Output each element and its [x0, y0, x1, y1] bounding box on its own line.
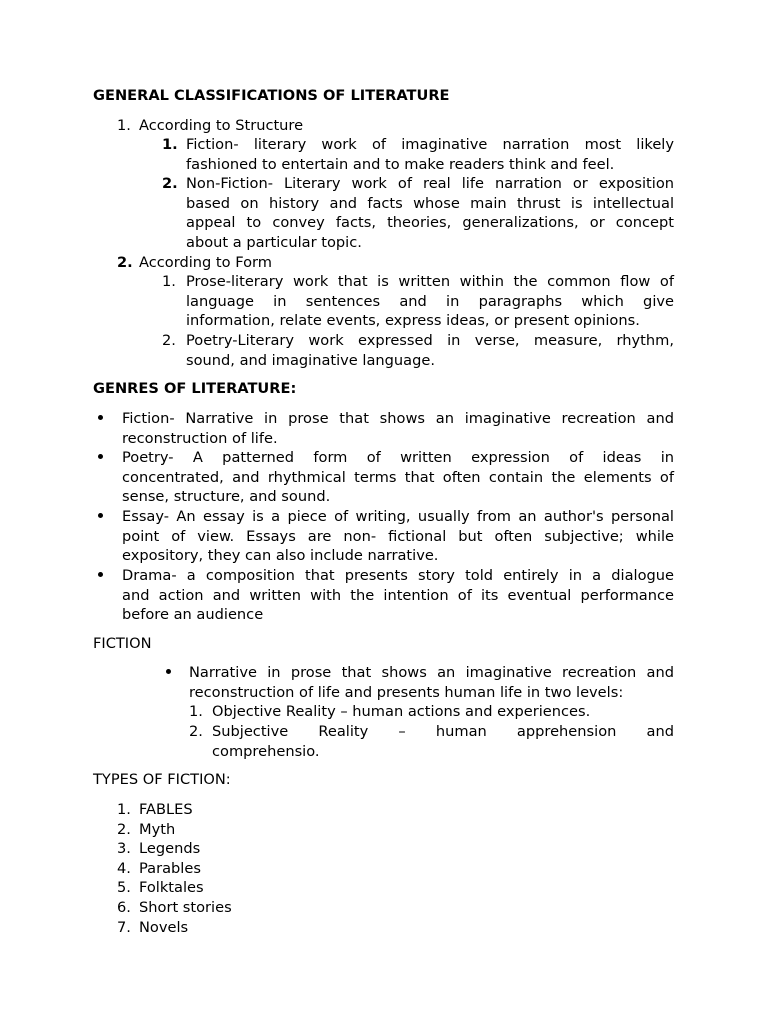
- text-line: comprehensio.: [212, 742, 320, 760]
- type-label: Myth: [139, 821, 176, 838]
- text-line: information, relate events, express ideas, or present opinions.: [186, 312, 640, 330]
- type-label: FABLES: [139, 801, 193, 818]
- text-line: appeal to convey facts, theories, generalizations, or concept: [186, 214, 674, 232]
- types-heading: TYPES OF FICTION:: [93, 771, 231, 788]
- text-line: Prose-literary work that is written within the common flow of: [186, 273, 674, 290]
- genres-heading: GENRES OF LITERATURE:: [93, 380, 297, 397]
- text-line: fashioned to entertain and to make readers think and feel.: [186, 155, 615, 173]
- text-line: Drama- a composition that presents story told entirely in a dialogue: [122, 567, 674, 584]
- text-line: Poetry-Literary work expressed in verse, measure, rhythm,: [186, 332, 674, 349]
- fiction-bullet-text: [189, 663, 674, 702]
- genre-item: [122, 566, 674, 625]
- classification-label: According to Form: [139, 254, 272, 271]
- classification-number: 1.: [117, 117, 131, 134]
- bullet-icon: [98, 415, 103, 420]
- text-line: language in sentences and in paragraphs which give: [186, 292, 674, 310]
- text-line: about a particular topic.: [186, 233, 362, 251]
- text-line: sense, structure, and sound.: [122, 488, 331, 506]
- genre-item: [122, 409, 674, 448]
- sub-item-number: 2.: [162, 332, 176, 349]
- text-line: Fiction- literary work of imaginative narration most likely: [186, 136, 674, 153]
- fiction-heading: FICTION: [93, 635, 152, 652]
- genre-item: [122, 507, 674, 566]
- text-line: point of view. Essays are non- fictional but often subjective; while: [122, 527, 674, 545]
- sub-item-text: [186, 174, 674, 252]
- type-label: Novels: [139, 919, 189, 936]
- text-line: and action and written with the intention of its eventual performance: [122, 586, 674, 604]
- text-line: before an audience: [122, 606, 264, 624]
- level-number: 1.: [189, 703, 203, 720]
- bullet-icon: [98, 513, 103, 518]
- sub-item-text: [186, 331, 674, 370]
- text-line: expository, they can also include narrative.: [122, 547, 439, 565]
- type-label: Legends: [139, 840, 201, 857]
- level-text: [212, 702, 674, 722]
- level-number: 2.: [189, 723, 203, 740]
- sub-item-text: [186, 135, 674, 174]
- type-label: Parables: [139, 860, 201, 877]
- text-line: concentrated, and rhythmical terms that often contain the elements of: [122, 468, 674, 486]
- classification-number: 2.: [117, 254, 133, 271]
- bullet-icon: [166, 669, 171, 674]
- sub-item-number: 1.: [162, 136, 178, 153]
- type-number: 7.: [117, 919, 131, 936]
- text-line: Fiction- Narrative in prose that shows an imaginative recreation and: [122, 410, 674, 427]
- sub-item-text: [186, 272, 674, 331]
- type-number: 6.: [117, 899, 131, 916]
- sub-item-number: 1.: [162, 273, 176, 290]
- text-line: Subjective Reality – human apprehension and: [212, 723, 674, 740]
- bullet-icon: [98, 454, 103, 459]
- text-line: Poetry- A patterned form of written expression of ideas in: [122, 449, 674, 466]
- text-line: Essay- An essay is a piece of writing, usually from an author's personal: [122, 508, 674, 525]
- bullet-icon: [98, 572, 103, 577]
- text-line: Non-Fiction- Literary work of real life narration or exposition: [186, 175, 674, 192]
- type-label: Short stories: [139, 899, 232, 916]
- text-line: Narrative in prose that shows an imaginative recreation and: [189, 664, 674, 681]
- genre-item: [122, 448, 674, 507]
- type-number: 5.: [117, 879, 131, 896]
- text-line: reconstruction of life.: [122, 429, 278, 447]
- sub-item-number: 2.: [162, 175, 178, 192]
- type-label: Folktales: [139, 879, 204, 896]
- classification-label: According to Structure: [139, 117, 304, 134]
- type-number: 3.: [117, 840, 131, 857]
- text-line: reconstruction of life and presents human life in two levels:: [189, 683, 624, 701]
- type-number: 2.: [117, 821, 131, 838]
- document-title: GENERAL CLASSIFICATIONS OF LITERATURE: [93, 87, 450, 104]
- text-line: based on history and facts whose main thrust is intellectual: [186, 194, 674, 212]
- level-text: [212, 722, 674, 761]
- type-number: 1.: [117, 801, 131, 818]
- text-line: Objective Reality – human actions and experiences.: [212, 703, 591, 720]
- type-number: 4.: [117, 860, 131, 877]
- text-line: sound, and imaginative language.: [186, 351, 436, 369]
